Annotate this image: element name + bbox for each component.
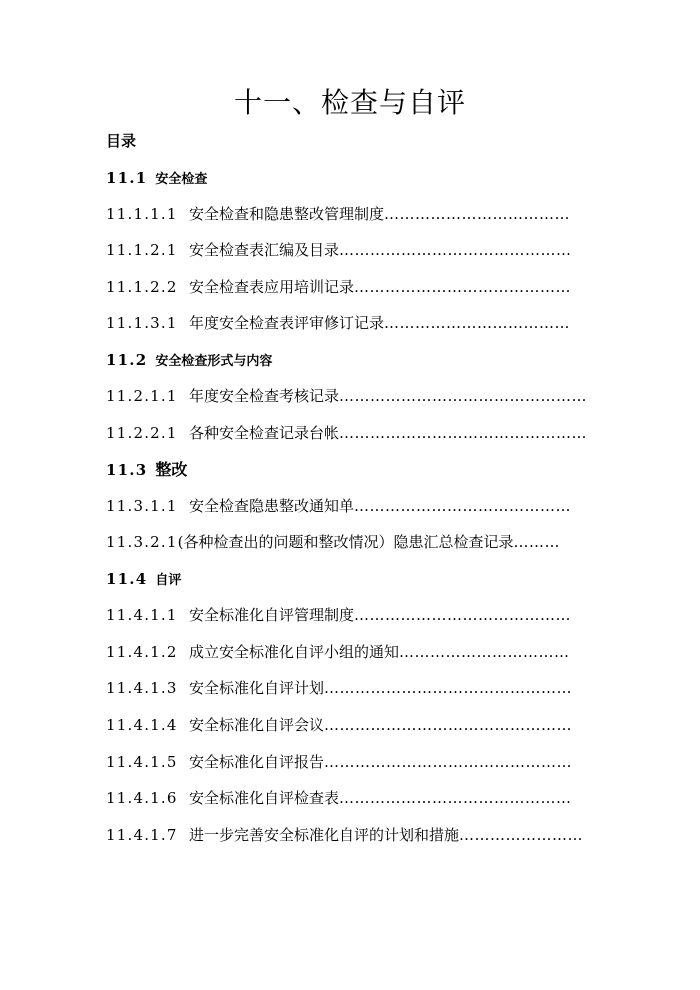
section-label: 安全检查: [155, 172, 208, 187]
entry-number: 11.1.1.1: [106, 205, 178, 223]
entry-number: 11.3.1.1: [106, 497, 178, 515]
section-label: 整改: [155, 460, 188, 479]
toc-entry-11-4-1-5[interactable]: [106, 751, 572, 773]
section-number: 11.1: [106, 169, 148, 187]
entry-number: 11.2.2.1: [106, 424, 178, 442]
leader-dots: …………………………………………: [324, 679, 573, 697]
entry-number: 11.4.1.5: [106, 753, 178, 771]
entry-label: 年度安全检查表评审修订记录: [189, 314, 385, 332]
section-number: 11.3: [106, 461, 148, 479]
entry-label: 安全标准化自评报告: [189, 753, 325, 771]
toc-entry-11-4-1-4[interactable]: [106, 714, 572, 736]
section-label: 安全检查形式与内容: [155, 354, 273, 369]
toc-entry-11-4-1-3[interactable]: [106, 677, 572, 699]
leader-dots: …………………………………………: [324, 753, 573, 771]
entry-number: 11.1.3.1: [106, 314, 178, 332]
entry-label: 安全标准化自评检查表: [189, 789, 340, 807]
entry-label: 各种安全检查记录台帐: [189, 424, 340, 442]
leader-dots: ……………………………: [399, 643, 570, 661]
leader-dots: ………………………………………: [339, 241, 572, 259]
leader-dots: ……………………: [459, 826, 584, 844]
toc-entry-11-1-1-1[interactable]: [106, 203, 570, 225]
toc-entry-11-1-2-2[interactable]: [106, 276, 571, 298]
toc-entry-11-4-1-2[interactable]: [106, 641, 570, 663]
toc-section-11-3[interactable]: [106, 459, 187, 481]
entry-label: (各种检查出的问题和整改情况）隐患汇总检查记录: [177, 533, 514, 551]
toc-entry-11-1-2-1[interactable]: [106, 239, 572, 261]
leader-dots: ………: [513, 533, 560, 551]
leader-dots: ……………………………………: [354, 606, 572, 624]
entry-number: 11.2.1.1: [106, 387, 178, 405]
entry-label: 年度安全检查考核记录: [189, 387, 340, 405]
entry-number: 11.1.2.1: [106, 241, 178, 259]
entry-number: 11.4.1.4: [106, 716, 178, 734]
leader-dots: …………………………………………: [324, 716, 573, 734]
entry-number: 11.3.2.1: [106, 533, 178, 551]
leader-dots: …………………………………………: [339, 424, 588, 442]
leader-dots: ……………………………………: [354, 278, 572, 296]
leader-dots: ……………………………………: [354, 497, 572, 515]
entry-label: 成立安全标准化自评小组的通知: [189, 643, 400, 661]
entry-number: 11.1.2.2: [106, 278, 178, 296]
entry-number: 11.4.1.1: [106, 606, 178, 624]
entry-label: 安全检查隐患整改通知单: [189, 497, 355, 515]
entry-label: 安全检查表应用培训记录: [189, 278, 355, 296]
toc-entry-11-2-2-1[interactable]: [106, 422, 587, 444]
toc-entry-11-2-1-1[interactable]: [106, 385, 587, 407]
toc-entry-11-4-1-7[interactable]: [106, 824, 583, 846]
leader-dots: …………………………………………: [339, 387, 588, 405]
entry-number: 11.4.1.6: [106, 789, 178, 807]
toc-section-11-4[interactable]: [106, 568, 181, 592]
entry-number: 11.4.1.7: [106, 826, 178, 844]
entry-label: 安全标准化自评会议: [189, 716, 325, 734]
toc-entry-11-4-1-1[interactable]: [106, 604, 571, 626]
section-number: 11.4: [106, 570, 148, 588]
toc-section-11-2[interactable]: [106, 349, 272, 373]
entry-label: 安全检查和隐患整改管理制度: [189, 205, 385, 223]
section-label: 自评: [155, 573, 182, 588]
toc-section-11-1[interactable]: [106, 167, 207, 191]
toc-entry-11-4-1-6[interactable]: [106, 787, 572, 809]
page-title: 十一、检查与自评: [233, 86, 466, 119]
section-number: 11.2: [106, 351, 148, 369]
leader-dots: ………………………………………: [339, 789, 572, 807]
entry-label: 安全检查表汇编及目录: [189, 241, 340, 259]
entry-number: 11.4.1.3: [106, 679, 178, 697]
toc-entry-11-3-2-1[interactable]: [106, 531, 560, 553]
contents-heading: 目录: [106, 132, 137, 150]
entry-label: 安全标准化自评计划: [189, 679, 325, 697]
toc-entry-11-1-3-1[interactable]: [106, 312, 570, 334]
entry-label: 安全标准化自评管理制度: [189, 606, 355, 624]
leader-dots: ………………………………: [384, 314, 571, 332]
entry-number: 11.4.1.2: [106, 643, 178, 661]
entry-label: 进一步完善安全标准化自评的计划和措施: [189, 826, 460, 844]
leader-dots: ………………………………: [384, 205, 571, 223]
toc-entry-11-3-1-1[interactable]: [106, 495, 571, 517]
